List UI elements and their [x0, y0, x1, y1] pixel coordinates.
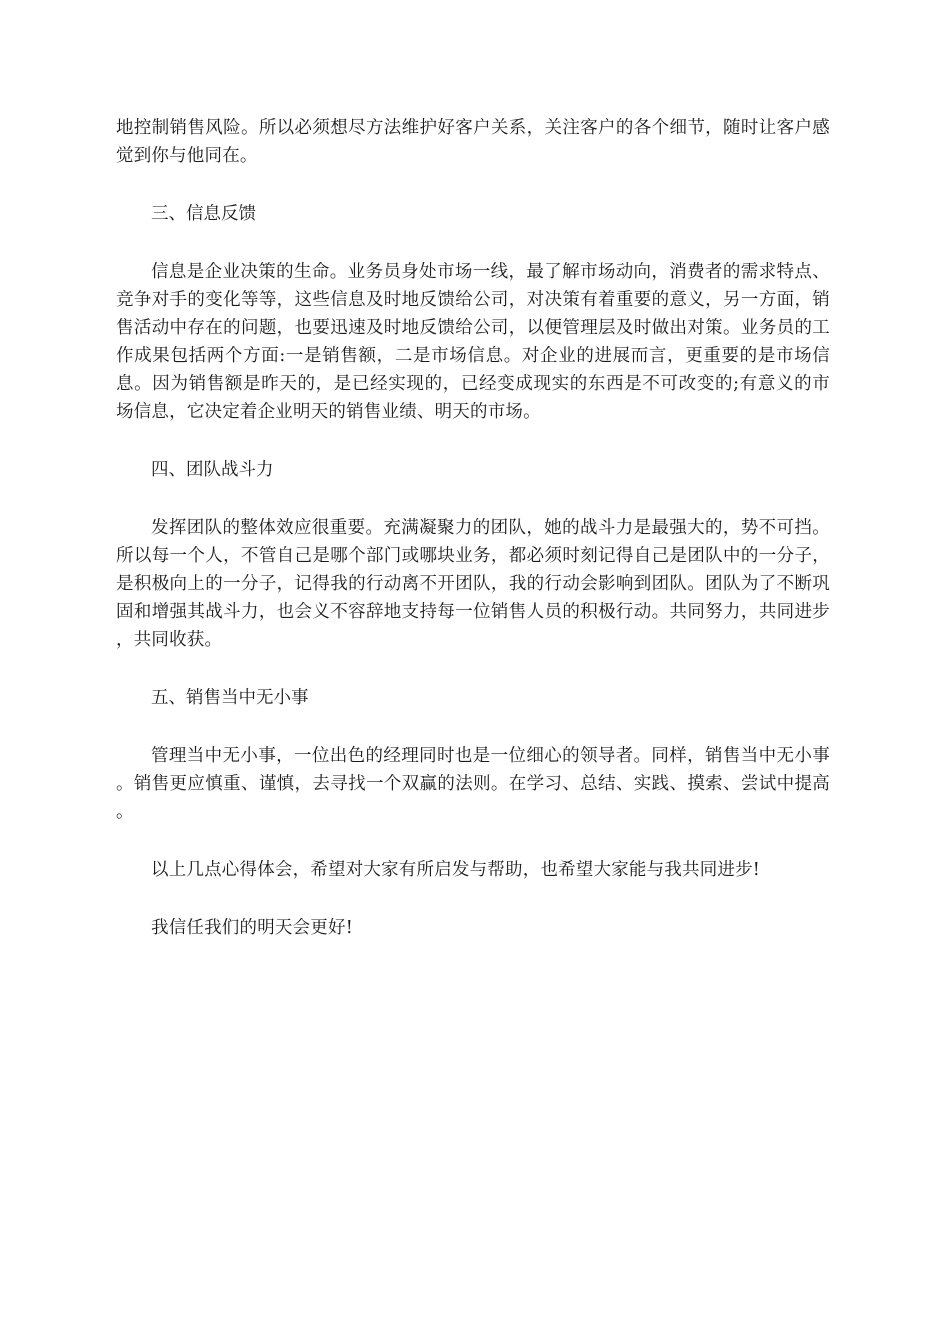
section-heading-information-feedback: 三、信息反馈	[151, 204, 256, 224]
paragraph-gap	[116, 884, 830, 914]
paragraph-closing-line: 我信任我们的明天会更好!	[151, 918, 353, 938]
paragraph-gap	[116, 826, 830, 856]
paragraph-gap	[116, 654, 830, 684]
paragraph-gap	[116, 170, 830, 200]
paragraph-information-feedback: 信息是企业决策的生命。业务员身处市场一线，最了解市场动向，消费者的需求特点、竞争对手的变化等等，这些信息及时地反馈给公司，对决策有着重要的意义，另一方面，销售活动中存在的问题，也要迅速及时地反馈给公司，以便管理层及时做出对策。业务员的工作成果包括两个方面:一是销售额，二是市场信息。对企业的进展而言，更重要的是市场信息。因为销售额是昨天的，是已经实现的，已经变成现实的东西是不可改变的;有意义的市场信息，它决定着企业明天的销售业绩、明天的市场。	[116, 262, 830, 422]
paragraph-continued: 地控制销售风险。所以必须想尽方法维护好客户关系，关注客户的各个细节，随时让客户感觉到你与他同在。	[116, 118, 830, 166]
paragraph-gap	[116, 712, 830, 742]
paragraph-gap	[116, 426, 830, 456]
paragraph-closing-thoughts: 以上几点心得体会，希望对大家有所启发与帮助，也希望大家能与我共同进步!	[151, 860, 761, 880]
paragraph-gap	[116, 484, 830, 514]
section-heading-no-small-matters: 五、销售当中无小事	[151, 688, 309, 708]
paragraph-team-strength: 发挥团队的整体效应很重要。充满凝聚力的团队，她的战斗力是最强大的，势不可挡。所以每一个人，不管自己是哪个部门或哪块业务，都必须时刻记得自己是团队中的一分子，是积极向上的一分子，记得我的行动离不开团队，我的行动会影响到团队。团队为了不断巩固和增强其战斗力，也会义不容辞地支持每一位销售人员的积极行动。共同努力，共同进步，共同收获。	[116, 518, 830, 650]
section-heading-team-strength: 四、团队战斗力	[151, 460, 274, 480]
paragraph-gap	[116, 228, 830, 258]
paragraph-no-small-matters: 管理当中无小事，一位出色的经理同时也是一位细心的领导者。同样，销售当中无小事。销售更应慎重、谨慎，去寻找一个双赢的法则。在学习、总结、实践、摸索、尝试中提高。	[116, 746, 830, 822]
